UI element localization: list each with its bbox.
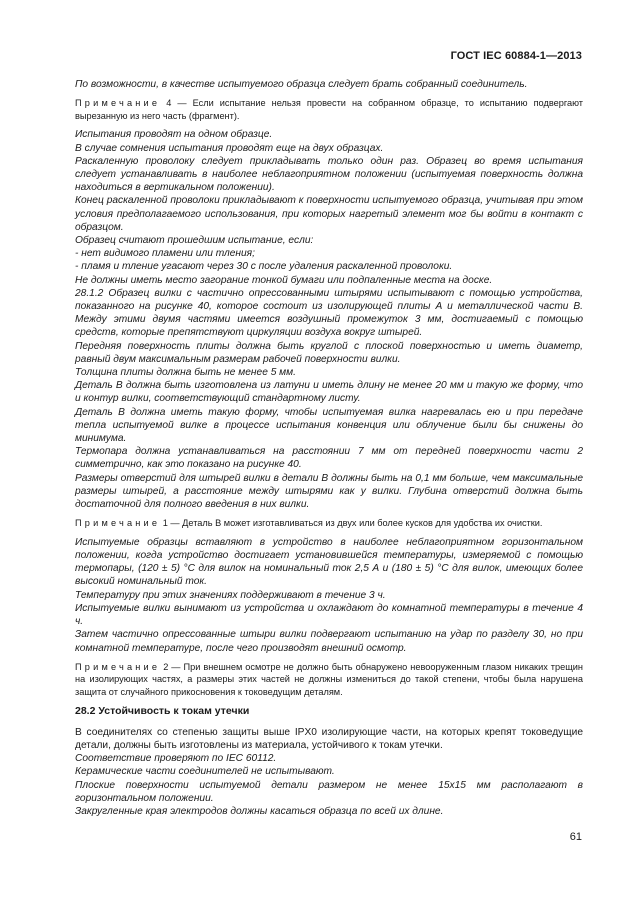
page-number: 61 bbox=[569, 831, 582, 843]
note-paragraph bbox=[75, 661, 583, 699]
body-paragraph: Испытуемые вилки вынимают из устройства и охлаждают до комнатной температуры в течение 4 ч. bbox=[75, 602, 583, 628]
body-paragraph: - нет видимого пламени или тления; bbox=[75, 248, 255, 260]
body-paragraph: - пламя и тление угасают через 30 с после удаления раскаленной проволоки. bbox=[75, 261, 453, 273]
body-paragraph: Образец считают прошедшим испытание, если: bbox=[75, 235, 314, 247]
note-number: 1 — bbox=[162, 518, 180, 529]
body-paragraph: Конец раскаленной проволоки прикладывают к поверхности испытуемого образца, учитывая при этом условия предполагаемого использования, при которых нагретый элемент мог бы войти в контакт с образцом. bbox=[75, 195, 583, 233]
body-paragraph: Не должны иметь место загорание тонкой бумаги или подпаленные места на доске. bbox=[75, 274, 493, 286]
body-paragraph: 28.1.2 Образец вилки с частично опрессованными штырями испытывают с помощью устройства, показанного на рисунке 40, которое состоит из изолирующей плиты А и металлической части В. Между этими двумя частями имеется воздушный промежуток 3 мм, достигаемый с помощью средств, которые препятствуют циркуляции воздуха вокруг штырей. bbox=[75, 287, 583, 339]
body-paragraph: Деталь В должна иметь такую форму, чтобы испытуемая вилка нагревалась ею и при передаче тепла испытуемой вилке в процессе испытания конвенция или облучение были бы снижены до минимума. bbox=[75, 406, 583, 445]
body-paragraph: Толщина плиты должна быть не менее 5 мм. bbox=[75, 367, 296, 379]
note-label: Примечание bbox=[75, 98, 161, 109]
body-paragraph: В случае сомнения испытания проводят еще на двух образцах. bbox=[75, 142, 384, 154]
standard-code-header: ГОСТ IEC 60884-1—2013 bbox=[450, 50, 582, 62]
section-heading: 28.2 Устойчивость к токам утечки bbox=[75, 705, 250, 718]
body-paragraph: Термопара должна устанавливаться на расстоянии 7 мм от передней поверхности части 2 симметрично, как это показано на рисунке 40. bbox=[75, 446, 583, 471]
note-paragraph bbox=[75, 97, 583, 122]
body-paragraph: Затем частично опрессованные штыри вилки подвергают испытанию на удар по разделу 30, но при комнатной температуре, после чего производят внешний осмотр. bbox=[75, 629, 583, 654]
body-paragraph: Испытуемые образцы вставляют в устройство в наиболее неблагоприятном горизонтальном положении, когда устройство достигает установившейся температуры, измеряемой с помощью термопары, (120 ± 5) °С для вилок на номинальный ток 2,5 А и (180 ± 5) °С для вилок, имеющих более высокий номинальный ток. bbox=[75, 536, 583, 588]
body-paragraph: В соединителях со степенью защиты выше IPX0 изолирующие части, на которых крепят токоведущие детали, должны быть изготовлены из материала, устойчивого к токам утечки. bbox=[75, 726, 583, 751]
body-paragraph: Закругленные края электродов должны касаться образца по всей их длине. bbox=[75, 805, 444, 817]
note-number: 4 — bbox=[166, 98, 187, 109]
body-paragraph: Керамические части соединителей не испытывают. bbox=[75, 766, 335, 778]
note-text: Если испытание нельзя провести на собранном образце, то испытанию подвергают вырезанную из него часть (фрагмент). bbox=[75, 98, 583, 121]
body-paragraph: Плоские поверхности испытуемой детали размером не менее 15x15 мм располагают в горизонтальном положении. bbox=[75, 779, 583, 804]
note-text: При внешнем осмотре не должно быть обнаружено невооруженным глазом никаких трещин на изолирующих частях, а размеры этих частей не должны измениться до такой степени, чтобы была нарушена защита от случайного прикосновения к токоведущим деталям. bbox=[75, 661, 583, 697]
body-paragraph: Испытания проводят на одном образце. bbox=[75, 129, 273, 141]
body-paragraph: Соответствие проверяют по IEC 60112. bbox=[75, 753, 277, 765]
document-body bbox=[75, 78, 583, 818]
note-text: Деталь В может изготавливаться из двух или более кусков для удобства их очистки. bbox=[182, 518, 543, 529]
note-label: Примечание bbox=[75, 661, 161, 672]
body-paragraph: Передняя поверхность плиты должна быть круглой с плоской поверхностью и иметь диаметр, равный двум максимальным размерам рабочей поверхности вилки. bbox=[75, 340, 583, 365]
body-paragraph: Деталь В должна быть изготовлена из латуни и иметь длину не менее 20 мм и такую же форму, что и контур вилки, соответствующий стандартному листу. bbox=[75, 380, 583, 405]
note-paragraph bbox=[75, 517, 583, 530]
note-number: 2 — bbox=[163, 661, 181, 672]
note-label: Примечание bbox=[75, 518, 161, 529]
body-paragraph: Температуру при этих значениях поддерживают в течение 3 ч. bbox=[75, 589, 386, 601]
body-paragraph: Размеры отверстий для штырей вилки в детали В должны быть на 0,1 мм больше, чем максимальные размеры штырей, а расстояние между штырями как у вилки. Глубина отверстий должна быть достаточной для полного введения в них вилки. bbox=[75, 472, 583, 511]
body-paragraph: По возможности, в качестве испытуемого образца следует брать собранный соединитель. bbox=[75, 79, 528, 90]
body-paragraph: Раскаленную проволоку следует прикладывать только один раз. Образец во время испытания следует устанавливать в наиболее неблагоприятном положении (испытуемая поверхность должна находиться в вертикальном положении). bbox=[75, 155, 583, 194]
